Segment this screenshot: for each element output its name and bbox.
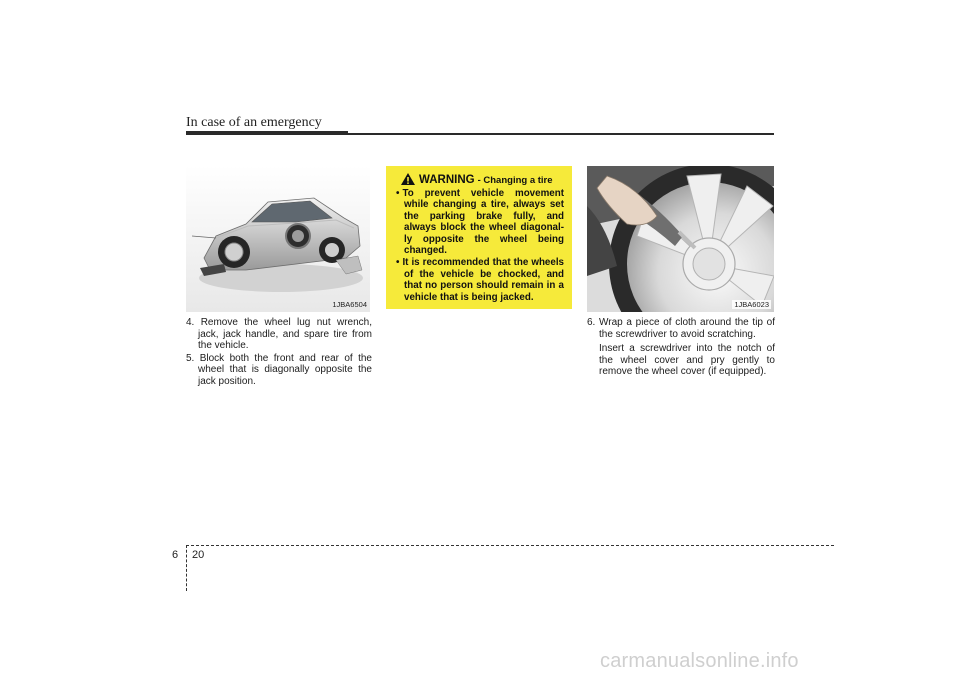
figure-code: 1JBA6504 — [332, 300, 367, 309]
warning-header — [400, 174, 564, 186]
page-number: 20 — [192, 549, 205, 561]
warning-label: WARNING — [419, 174, 475, 186]
header-rule-thin — [186, 133, 774, 135]
step-6-detail: Insert a screwdriver into the notch of the wheel cover and pry gently to remove the wheel cover (if equipped). — [599, 343, 775, 377]
step-4: 4. Remove the wheel lug nut wrench, jack, jack handle, and spare tire from the vehicle. — [186, 317, 372, 351]
warning-subtitle: - Changing a tire — [477, 175, 553, 186]
warning-triangle-icon — [400, 172, 416, 186]
car-jack-illustration — [186, 166, 370, 312]
footer-divider — [186, 545, 187, 591]
footer-rule — [186, 545, 834, 546]
warning-list — [394, 188, 564, 303]
warning-item: • It is recommended that the wheels of the vehicle be chocked, and that no person should remain in a vehicle that is being jacked. — [394, 257, 564, 303]
watermark: carmanualsonline.info — [600, 650, 799, 672]
right-instructions — [587, 317, 775, 378]
wheel-cover-photo — [587, 166, 774, 312]
chapter-number: 6 — [172, 549, 179, 561]
step-5: 5. Block both the front and rear of the wheel that is diagonally opposite the jack position. — [186, 352, 372, 387]
car-drawing — [186, 166, 370, 312]
warning-box — [386, 166, 572, 309]
figure-code: 1JBA6023 — [734, 300, 769, 309]
warning-item: • To prevent vehicle movement while changing a tire, always set the parking brake fully, and always block the wheel diagonal-ly opposite the wheel being changed. — [394, 188, 564, 256]
wheel-drawing — [587, 166, 774, 312]
left-instructions — [186, 317, 372, 388]
page-section-title: In case of an emergency — [186, 115, 322, 130]
step-6: 6. Wrap a piece of cloth around the tip of the screwdriver to avoid scratching. — [587, 317, 775, 340]
